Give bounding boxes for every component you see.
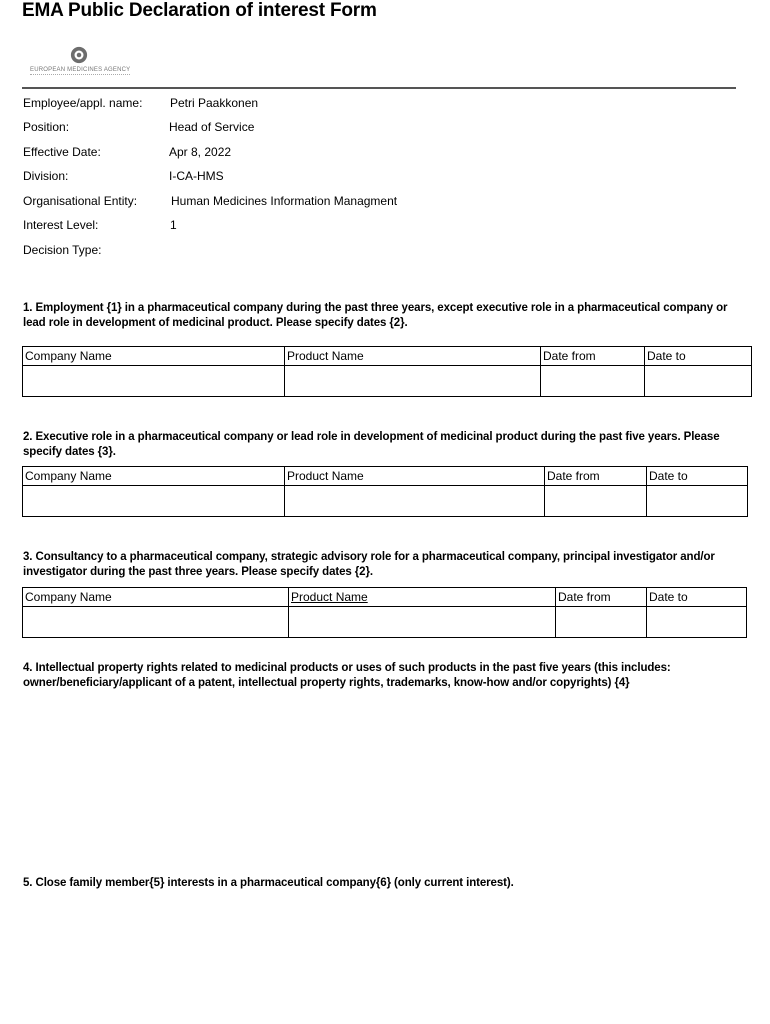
- column-header-product: Product Name: [289, 588, 556, 607]
- logo-subline: [30, 74, 130, 77]
- field-value-name: Petri Paakkonen: [170, 96, 259, 110]
- field-label-effective-date: Effective Date:: [23, 145, 101, 159]
- table-cell[interactable]: [645, 366, 752, 397]
- section-2-text: 2. Executive role in a pharmaceutical company or lead role in development of medicinal product during the past five years. Please specify dates {3}.: [23, 431, 720, 458]
- field-label-name: Employee/appl. name:: [23, 96, 143, 110]
- table-cell[interactable]: [647, 607, 747, 638]
- section-1-text: 1. Employment {1} in a pharmaceutical company during the past three years, except executive role in a pharmaceutical company or lead role in development of medicinal product. Please specify dates {2}.: [23, 302, 728, 329]
- table-cell[interactable]: [647, 486, 748, 517]
- column-header-date-from: Date from: [541, 347, 645, 366]
- column-header-product: Product Name: [285, 467, 545, 486]
- field-value-position: Head of Service: [169, 120, 255, 134]
- column-header-date-to: Date to: [647, 588, 747, 607]
- table-cell[interactable]: [541, 366, 645, 397]
- column-header-company: Company Name: [23, 347, 285, 366]
- field-value-effective-date: Apr 8, 2022: [169, 145, 232, 159]
- field-label-interest-level: Interest Level:: [23, 218, 99, 232]
- section-2-table: [22, 466, 748, 517]
- field-value-division: I-CA-HMS: [169, 169, 224, 183]
- section-3-table: [22, 587, 747, 638]
- table-cell[interactable]: [23, 607, 289, 638]
- field-label-org-entity: Organisational Entity:: [23, 194, 138, 208]
- section-1-table: [22, 346, 752, 397]
- column-header-company: Company Name: [23, 467, 285, 486]
- table-cell[interactable]: [289, 607, 556, 638]
- section-4-text: 4. Intellectual property rights related to medicinal products or uses of such products in the past five years (this includes: owner/beneficiary/applicant of a patent, intellectual property rights, trademarks, know-how and/or copyrights) {4}: [23, 662, 671, 689]
- column-header-date-from: Date from: [556, 588, 647, 607]
- field-label-decision-type: Decision Type:: [23, 243, 102, 257]
- table-cell[interactable]: [545, 486, 647, 517]
- form-title: EMA Public Declaration of interest Form: [22, 0, 377, 21]
- column-header-company: Company Name: [23, 588, 289, 607]
- table-cell[interactable]: [23, 366, 285, 397]
- section-5-text: 5. Close family member{5} interests in a pharmaceutical company{6} (only current interest).: [23, 877, 514, 889]
- column-header-date-from: Date from: [545, 467, 647, 486]
- field-label-position: Position:: [23, 120, 70, 134]
- field-value-org-entity: Human Medicines Information Managment: [171, 194, 398, 208]
- ema-logo-icon: [70, 46, 88, 64]
- table-cell[interactable]: [556, 607, 647, 638]
- column-header-product: Product Name: [285, 347, 541, 366]
- column-header-date-to: Date to: [645, 347, 752, 366]
- section-3-text: 3. Consultancy to a pharmaceutical company, strategic advisory role for a pharmaceutical company, principal investigator and/or investigator during the past three years. Please specify dates {2}.: [23, 551, 715, 578]
- column-header-date-to: Date to: [647, 467, 748, 486]
- ema-logo: [30, 46, 140, 82]
- logo-text: EUROPEAN MEDICINES AGENCY: [30, 67, 131, 73]
- field-value-interest-level: 1: [170, 218, 177, 232]
- header-divider: [22, 87, 736, 89]
- table-cell[interactable]: [285, 366, 541, 397]
- table-cell[interactable]: [285, 486, 545, 517]
- field-label-division: Division:: [23, 169, 69, 183]
- table-cell[interactable]: [23, 486, 285, 517]
